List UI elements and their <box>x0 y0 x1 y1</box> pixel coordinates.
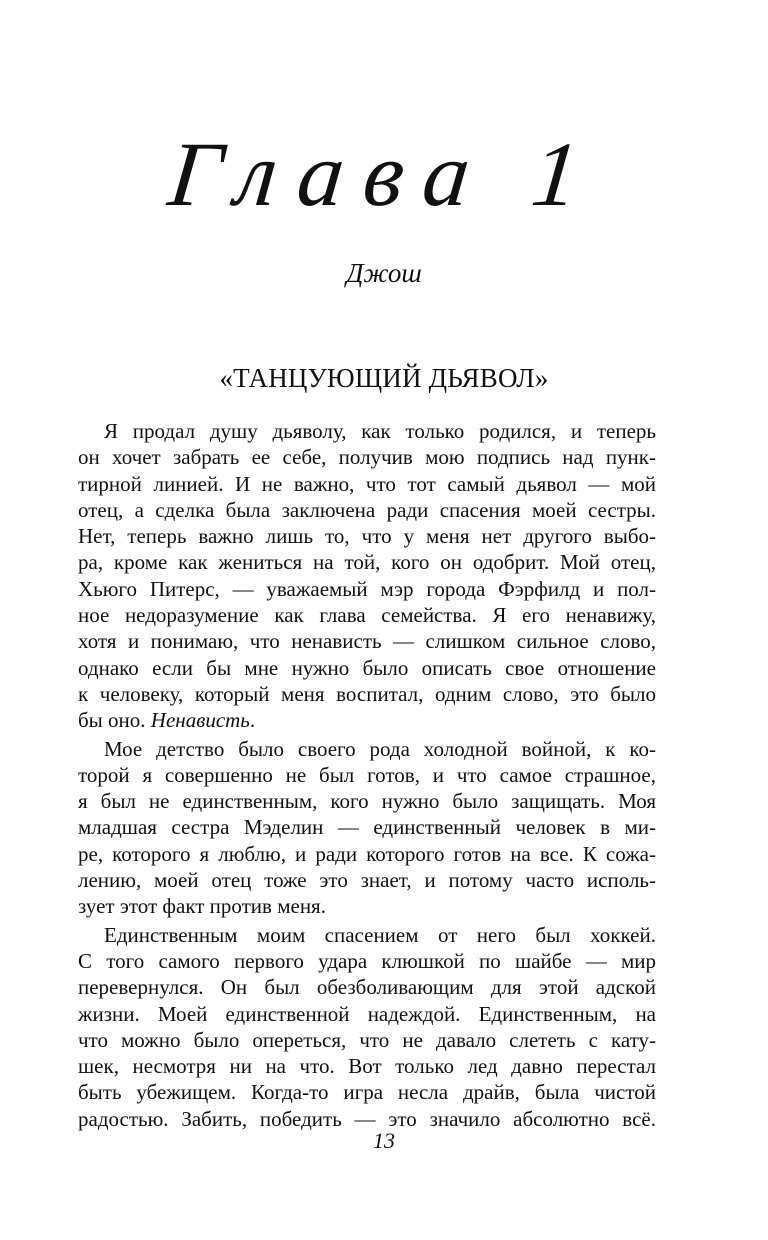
text-line: Я продал душу дьяволу, как только родился, и теперь <box>104 419 656 443</box>
text-line: однако если бы мне нужно было описать свое отношение <box>78 655 656 680</box>
text-line: быть убежищем. Когда-то игра несла драйв, была чистой <box>78 1080 656 1105</box>
text-line: лению, моей отец тоже это знает, и потому часто исполь- <box>78 868 656 893</box>
section-title: «ТАНЦУЮЩИЙ ДЬЯВОЛ» <box>219 363 549 393</box>
paragraph-1 <box>78 418 656 734</box>
text-line: С того самого первого удара клюшкой по шайбе — мир <box>78 948 656 973</box>
text-line: Нет, теперь важно лишь то, что у меня нет другого выбо- <box>78 524 656 549</box>
paragraph-2 <box>78 736 656 920</box>
text-line: торой я совершенно не был готов, и что самое страшное, <box>78 762 656 787</box>
chapter-narrator: Джош <box>346 258 422 288</box>
text-line: шек, несмотря ни на что. Вот только лед давно перестал <box>78 1054 656 1079</box>
text-fragment: . <box>249 708 256 733</box>
text-line: отец, а сделка была заключена ради спасения моей сестры. <box>78 497 656 522</box>
text-line: перевернулся. Он был обезболивающим для этой адской <box>78 975 656 1000</box>
text-line: радостью. Забить, победить — это значило абсолютно всё. <box>78 1106 656 1131</box>
text-line: к человеку, который меня воспитал, одним слово, это было <box>78 681 656 706</box>
text-line: ре, которого я люблю, и ради которого готов на все. К сожа- <box>78 841 656 866</box>
text-line: ное недоразумение как глава семейства. Я его ненавижу, <box>78 603 656 628</box>
body-text <box>78 418 656 1132</box>
text-line: что можно было опереться, что не давало слететь с кату- <box>78 1027 656 1052</box>
text-line: ра, кроме как жениться на той, кого он одобрит. Мой отец, <box>78 550 656 575</box>
text-line: хотя и понимаю, что ненависть — слишком сильное слово, <box>78 629 656 654</box>
text-line: жизни. Моей единственной надеждой. Единственным, на <box>78 1001 656 1026</box>
text-line: Мое детство было своего рода холодной войной, к ко- <box>104 736 656 761</box>
text-line: зует этот факт против меня. <box>78 894 326 919</box>
text-line: тирной линией. И не важно, что тот самый дьявол — мой <box>78 471 656 496</box>
chapter-title: Глава 1 <box>164 123 604 225</box>
text-line: Хьюго Питерс, — уважаемый мэр города Фэрфилд и пол- <box>78 576 656 601</box>
text-line: Единственным моим спасением от него был хоккей. <box>104 922 656 947</box>
text-line: он хочет забрать ее себе, получив мою подпись над пунк- <box>78 445 656 470</box>
emphasized-word: Ненависть <box>150 708 250 733</box>
paragraph-3 <box>78 922 656 1132</box>
text-line: я был не единственным, кого нужно было защищать. Моя <box>78 789 656 814</box>
text-fragment: бы оно. <box>78 708 151 733</box>
text-line <box>78 707 656 733</box>
page-number: 13 <box>373 1128 395 1153</box>
text-line: младшая сестра Мэделин — единственный человек в ми- <box>78 815 656 840</box>
